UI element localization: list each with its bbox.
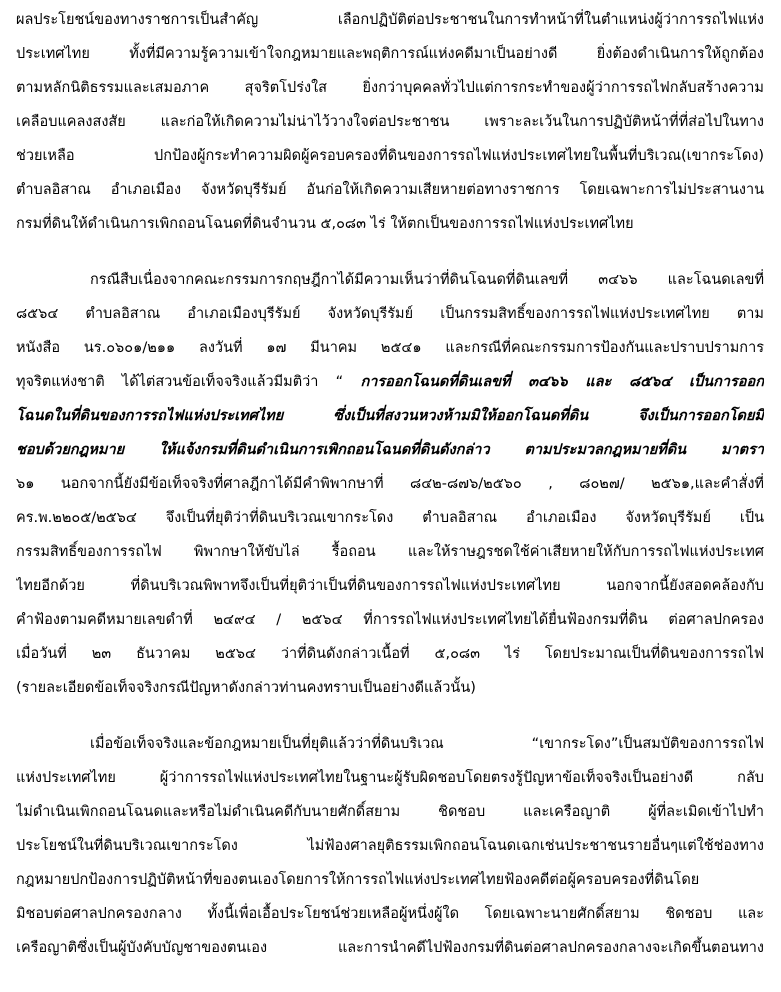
paragraph-1-line-1: ผลประโยชน์ของทางราชการเป็นสำคัญ เลือกปฏิบัติต่อประชาชนในการทำหน้าที่ในตำแหน่งผู้ว่าการรถไฟแห่ง — [16, 12, 764, 28]
paragraph-1-line-2: ประเทศไทย ทั้งที่มีความรู้ความเข้าใจกฎหมายและพฤติการณ์แห่งคดีมาเป็นอย่างดี ยิ่งต้องดำเนินการให้ถูกต้อง — [16, 46, 764, 62]
paragraph-2-line-3: หนังสือ นร.๐๖๐๑/๒๑๑ ลงวันที่ ๑๗ มีนาคม ๒๕๔๑ และกรณีที่คณะกรรมการป้องกันและปราบปรามการ — [16, 340, 764, 356]
paragraph-1-line-3: ตามหลักนิติธรรมและเสมอภาค สุจริตโปร่งใส ยิ่งกว่าบุคคลทั่วไปแต่การกระทำของผู้ว่าการรถไฟกลับสร้างความ — [16, 80, 764, 96]
paragraph-2-line-8: คร.พ.๒๒๐๕/๒๕๖๔ จึงเป็นที่ยุติว่าที่ดินบริเวณเขากระโดง ตำบลอิสาณ อำเภอเมือง จังหวัดบุรีรัมย์ เป็น — [16, 510, 764, 526]
resolution-quote-line-3: ชอบด้วยกฎหมาย ให้แจ้งกรมที่ดินดำเนินการเพิกถอนโฉนดที่ดินดังกล่าว ตามประมวลกฎหมายที่ดิน มาตรา — [16, 442, 764, 458]
paragraph-3-line-6: มิชอบต่อศาลปกครองกลาง ทั้งนี้เพื่อเอื้อประโยชน์ช่วยเหลือผู้หนึ่งผู้ใด โดยเฉพาะนายศักดิ์สยาม ชิดชอบ และ — [16, 906, 764, 922]
paragraph-2-line-7: ๖๑ นอกจากนี้ยังมีข้อเท็จจริงที่ศาลฎีกาได้มีคำพิพากษาที่ ๘๔๒-๘๗๖/๒๕๖๐ , ๘๐๒๗/ ๒๕๖๑,และคำสั่งที่ — [16, 476, 764, 492]
paragraph-2-line-2: ๘๕๖๔ ตำบลอิสาณ อำเภอเมืองบุรีรัมย์ จังหวัดบุรีรัมย์ เป็นกรรมสิทธิ์ของการรถไฟแห่งประเทศไทย ตาม — [16, 306, 764, 322]
paragraph-1-line-6: ตำบลอิสาณ อำเภอเมือง จังหวัดบุรีรัมย์ อันก่อให้เกิดความเสียหายต่อทางราชการ โดยเฉพาะการไม่ประสานงาน — [16, 182, 764, 198]
paragraph-1-line-5: ช่วยเหลือ ปกป้องผู้กระทำความผิดผู้ครอบครองที่ดินของการรถไฟแห่งประเทศไทยในพื้นที่บริเวณ(เขากระโดง) — [16, 148, 764, 164]
paragraph-3-line-5: กฎหมายปกป้องการปฏิบัติหน้าที่ของตนเองโดยการให้การรถไฟแห่งประเทศไทยฟ้องคดีต่อผู้ครอบครองที่ดินโดย — [16, 872, 700, 888]
paragraph-2-line-4 — [16, 365, 764, 399]
paragraph-3-line-2: แห่งประเทศไทย ผู้ว่าการรถไฟแห่งประเทศไทยในฐานะผู้รับผิดชอบโดยตรงรู้ปัญหาข้อเท็จจริงเป็นอย่างดี กลับ — [16, 770, 764, 786]
resolution-quote-line-2: โฉนดในที่ดินของการรถไฟแห่งประเทศไทย ซึ่งเป็นที่สงวนหวงห้ามมิให้ออกโฉนดที่ดิน จึงเป็นการออกโดยมิ — [16, 408, 764, 424]
resolution-quote-start: การออกโฉนดที่ดินเลขที่ ๓๔๖๖ และ ๘๕๖๔ เป็นการออก — [360, 374, 764, 390]
paragraph-2-line-11: คำฟ้องตามคดีหมายเลขดำที่ ๒๔๙๔ / ๒๕๖๔ ที่การรถไฟแห่งประเทศไทยได้ยื่นฟ้องกรมที่ดิน ต่อศาลปกครอง — [16, 612, 764, 628]
paragraph-3-line-7: เครือญาติซึ่งเป็นผู้บังคับบัญชาของตนเอง และการนำคดีไปฟ้องกรมที่ดินต่อศาลปกครองกลางจะเกิดขึ้นตอนทาง — [16, 940, 764, 956]
paragraph-3-line-1: เมื่อข้อเท็จจริงและข้อกฎหมายเป็นที่ยุติแล้วว่าที่ดินบริเวณ “เขากระโดง”เป็นสมบัติของการรถไฟ — [90, 736, 764, 752]
paragraph-1-line-4: เคลือบแคลงสงสัย และก่อให้เกิดความไม่น่าไว้วางใจต่อประชาชน เพราะละเว้นในการปฏิบัติหน้าที่ที่ส่อไปในทาง — [16, 114, 764, 130]
paragraph-2-line-12: เมื่อวันที่ ๒๓ ธันวาคม ๒๕๖๔ ว่าที่ดินดังกล่าวเนื้อที่ ๕,๐๘๓ ไร่ โดยประมาณเป็นที่ดินของการรถไฟ — [16, 646, 764, 662]
paragraph-2-line-9: กรรมสิทธิ์ของการรถไฟ พิพากษาให้ขับไล่ รื้อถอน และให้ราษฎรชดใช้ค่าเสียหายให้กับการรถไฟแห่งประเทศ — [16, 544, 764, 560]
paragraph-1-line-7: กรมที่ดินให้ดำเนินการเพิกถอนโฉนดที่ดินจำนวน ๕,๐๘๓ ไร่ ให้ตกเป็นของการรถไฟแห่งประเทศไทย — [16, 216, 634, 232]
paragraph-2-line-10: ไทยอีกด้วย ที่ดินบริเวณพิพาทจึงเป็นที่ยุติว่าเป็นที่ดินของการรถไฟแห่งประเทศไทย นอกจากนี้ยังสอดคล้องกับ — [16, 578, 764, 594]
paragraph-2-line-1: กรณีสืบเนื่องจากคณะกรรมการกฤษฎีกาได้มีความเห็นว่าที่ดินโฉนดที่ดินเลขที่ ๓๔๖๖ และโฉนดเลขที่ — [90, 272, 764, 288]
paragraph-3-line-3: ไม่ดำเนินเพิกถอนโฉนดและหรือไม่ดำเนินคดีกับนายศักดิ์สยาม ชิดชอบ และเครือญาติ ผู้ที่ละเมิดเข้าไปทำ — [16, 804, 764, 820]
paragraph-2-line-4-plain: ทุจริตแห่งชาติ ได้ไต่สวนข้อเท็จจริงแล้วมีมติว่า “ — [16, 374, 361, 390]
paragraph-3-line-4: ประโยชน์ในที่ดินบริเวณเขากระโดง ไม่ฟ้องศาลยุติธรรมเพิกถอนโฉนดเฉกเช่นประชาชนรายอื่นๆแต่ใช้ช่องทาง — [16, 838, 764, 854]
paragraph-2-line-13: (รายละเอียดข้อเท็จจริงกรณีปัญหาดังกล่าวท่านคงทราบเป็นอย่างดีแล้วนั้น) — [16, 680, 476, 696]
